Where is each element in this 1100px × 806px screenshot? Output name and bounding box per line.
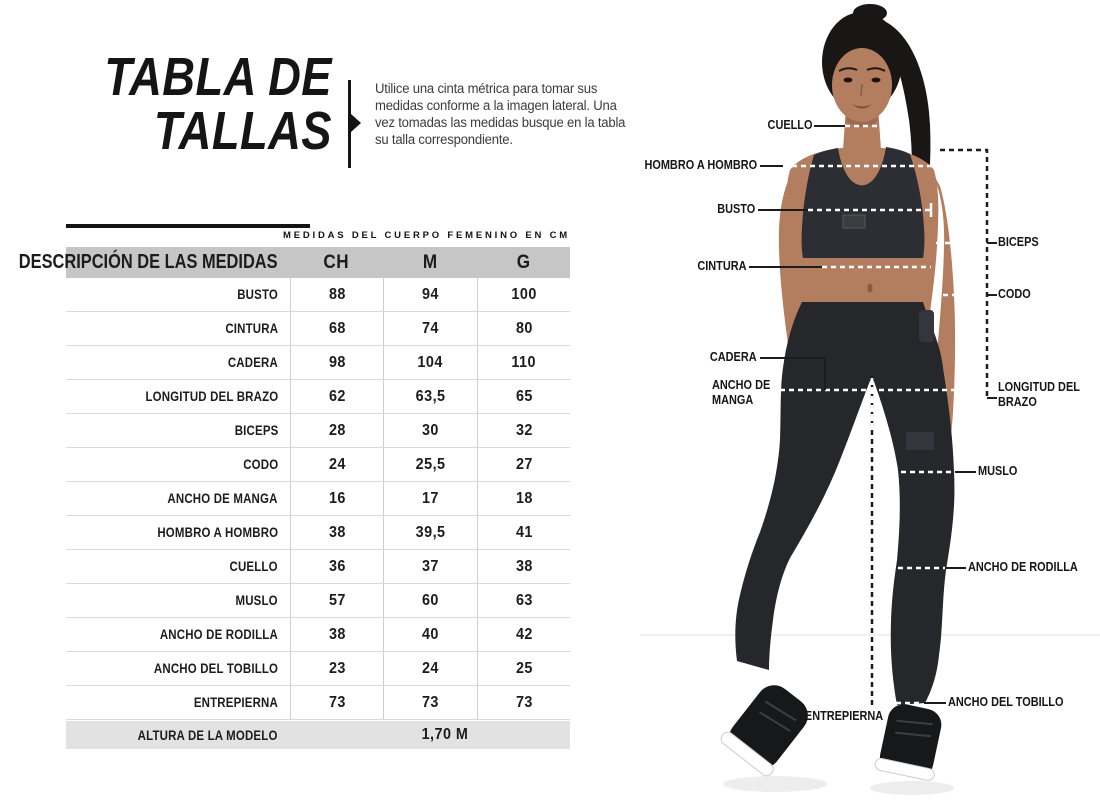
row-value-ch: 38 bbox=[328, 625, 346, 643]
row-value-g: 63 bbox=[515, 591, 533, 609]
nose bbox=[861, 84, 862, 96]
page-title-line2: TALLAS bbox=[153, 101, 332, 161]
table-row bbox=[66, 380, 570, 414]
row-value-ch: 28 bbox=[328, 421, 346, 439]
figure-label-busto: BUSTO bbox=[716, 201, 755, 216]
table-row bbox=[66, 482, 570, 516]
figure-label-cintura: CINTURA bbox=[696, 258, 746, 273]
figure-label-codo: CODO bbox=[998, 286, 1031, 301]
shadow bbox=[870, 781, 954, 795]
row-value-m: 60 bbox=[422, 591, 439, 609]
hair-bun bbox=[853, 4, 887, 22]
row-value-g: 100 bbox=[511, 285, 537, 303]
row-label: ANCHO DE RODILLA bbox=[159, 627, 278, 642]
row-value-m: 73 bbox=[422, 693, 439, 711]
row-value-g: 80 bbox=[515, 319, 533, 337]
size-table bbox=[19, 247, 570, 749]
row-value-m: 104 bbox=[417, 353, 444, 371]
navel bbox=[868, 284, 873, 293]
row-label: BICEPS bbox=[234, 423, 278, 438]
table-row bbox=[66, 516, 570, 550]
row-value-g: 41 bbox=[515, 523, 533, 541]
row-label: ANCHO DEL TOBILLO bbox=[153, 661, 278, 676]
row-value-ch: 57 bbox=[328, 591, 346, 609]
table-top-rule bbox=[66, 224, 310, 228]
table-row bbox=[66, 346, 570, 380]
table-row bbox=[66, 550, 570, 584]
row-value-ch: 36 bbox=[328, 557, 346, 575]
row-value-m: 30 bbox=[422, 421, 439, 439]
figure-label-cadera: CADERA bbox=[710, 349, 757, 364]
table-row bbox=[66, 278, 570, 312]
figure-label-ancho-de-rodilla: ANCHO DE RODILLA bbox=[968, 559, 1078, 574]
footer-label: ALTURA DE LA MODELO bbox=[138, 727, 278, 743]
row-label: HOMBRO A HOMBRO bbox=[157, 525, 278, 540]
row-value-ch: 68 bbox=[328, 319, 346, 337]
units-caption: MEDIDAS DEL CUERPO FEMENINO EN CM bbox=[283, 230, 570, 241]
table-row bbox=[66, 584, 570, 618]
row-value-g: 42 bbox=[515, 625, 533, 643]
figure-label-muslo: MUSLO bbox=[978, 463, 1018, 478]
row-value-ch: 73 bbox=[328, 693, 346, 711]
figure-label-longitud-del-brazo: LONGITUD DEL BRAZO bbox=[998, 379, 1080, 409]
table-row bbox=[66, 686, 570, 720]
row-value-ch: 24 bbox=[328, 455, 346, 473]
row-value-m: 24 bbox=[422, 659, 439, 677]
bra-logo bbox=[843, 215, 865, 228]
row-value-m: 63,5 bbox=[415, 387, 446, 405]
column-header-description: DESCRIPCIÓN DE LAS MEDIDAS bbox=[19, 251, 278, 273]
row-value-g: 65 bbox=[515, 387, 533, 405]
left-sneaker bbox=[719, 676, 818, 778]
row-value-g: 38 bbox=[515, 557, 533, 575]
figure-label-cuello: CUELLO bbox=[767, 117, 812, 132]
leggings-pocket bbox=[919, 310, 934, 342]
row-value-m: 94 bbox=[422, 285, 439, 303]
column-header-m: M bbox=[422, 251, 438, 273]
table-row bbox=[66, 618, 570, 652]
row-label: CINTURA bbox=[225, 321, 278, 336]
row-value-m: 37 bbox=[422, 557, 439, 575]
row-value-ch: 16 bbox=[328, 489, 346, 507]
right-sneaker bbox=[874, 701, 947, 782]
row-value-g: 73 bbox=[515, 693, 533, 711]
table-row bbox=[66, 414, 570, 448]
table-footer-row bbox=[66, 721, 570, 749]
row-value-ch: 62 bbox=[328, 387, 346, 405]
row-value-m: 74 bbox=[422, 319, 439, 337]
row-label: CADERA bbox=[227, 355, 278, 370]
model-figure-panel bbox=[640, 0, 1100, 806]
manga-arrowhead bbox=[976, 384, 986, 396]
row-value-ch: 23 bbox=[328, 659, 346, 677]
table-header-row bbox=[19, 247, 570, 278]
row-label: LONGITUD DEL BRAZO bbox=[145, 389, 278, 404]
row-value-m: 25,5 bbox=[415, 455, 446, 473]
row-value-ch: 98 bbox=[328, 353, 346, 371]
figure-label-ancho-de-manga: ANCHO DE MANGA bbox=[712, 377, 771, 407]
figure-label-ancho-del-tobillo: ANCHO DEL TOBILLO bbox=[948, 694, 1064, 709]
figure-label-hombro-a-hombro: HOMBRO A HOMBRO bbox=[644, 157, 757, 172]
row-value-ch: 38 bbox=[328, 523, 346, 541]
eye bbox=[872, 78, 881, 83]
row-value-g: 18 bbox=[515, 489, 533, 507]
row-value-m: 17 bbox=[422, 489, 439, 507]
footer-value: 1,70 M bbox=[421, 726, 469, 743]
row-value-ch: 88 bbox=[328, 285, 346, 303]
row-label: BUSTO bbox=[237, 287, 278, 302]
row-value-m: 39,5 bbox=[415, 523, 446, 541]
leggings-logo bbox=[906, 432, 934, 450]
column-header-g: G bbox=[516, 251, 531, 273]
row-label: CODO bbox=[242, 457, 278, 472]
row-value-g: 25 bbox=[515, 659, 533, 677]
row-label: ENTREPIERNA bbox=[193, 695, 278, 710]
column-header-ch: CH bbox=[323, 251, 350, 273]
row-label: ANCHO DE MANGA bbox=[167, 491, 278, 506]
table-row bbox=[66, 312, 570, 346]
row-value-m: 40 bbox=[422, 625, 439, 643]
table-row bbox=[66, 652, 570, 686]
intro-text: Utilice una cinta métrica para tomar sus medidas conforme a la imagen lateral. Una vez tomadas las medidas busque en la tabla su talla correspondiente. bbox=[375, 81, 626, 147]
eye bbox=[844, 78, 853, 83]
table-row bbox=[66, 448, 570, 482]
row-value-g: 27 bbox=[515, 455, 533, 473]
row-value-g: 32 bbox=[515, 421, 533, 439]
page-title-line1: TABLA DE bbox=[104, 47, 332, 107]
row-value-g: 110 bbox=[511, 353, 537, 371]
leggings bbox=[735, 302, 954, 705]
shadow bbox=[723, 776, 827, 792]
figure-label-biceps: BICEPS bbox=[998, 234, 1039, 249]
arrow-right-icon bbox=[351, 114, 361, 132]
row-label: CUELLO bbox=[229, 559, 278, 574]
page-title bbox=[104, 47, 332, 161]
figure-label-entrepierna: ENTREPIERNA bbox=[804, 708, 883, 723]
row-label: MUSLO bbox=[235, 593, 278, 608]
